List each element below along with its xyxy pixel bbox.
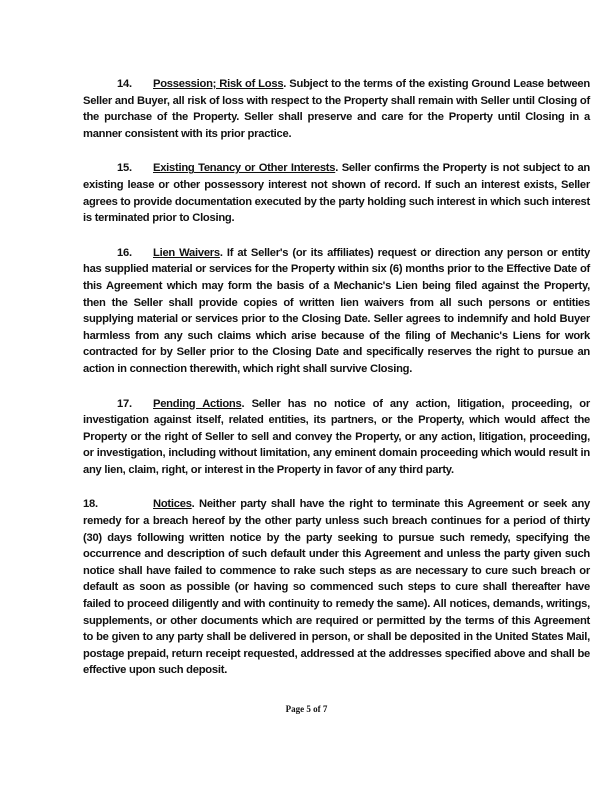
section-number: 17. <box>117 397 132 410</box>
section-14 <box>83 76 590 142</box>
section-body: . Neither party shall have the right to terminate this Agreement or seek any remedy for a breach hereof by the other party unless such breach continues for a period of thirty (30) days following written notice by the party seeking to pursue such remedy, specifying the occurrence and description of such default under this Agreement and unless the party given such notice shall have failed to commence to rake such steps as are necessary to cure such breach or default as soon as possible (or having so commenced such steps to cure shall thereafter have failed to proceed diligently and with continuity to remedy the same). All notices, demands, writings, supplements, or other documents which are required or permitted by the terms of this Agreement to be given to any party shall be delivered in person, or shall be deposited in the United States Mail, postage prepaid, return receipt requested, addressed at the addresses specified above and shall be effective upon such deposit. <box>83 498 590 677</box>
section-title: Existing Tenancy or Other Interests <box>153 162 336 175</box>
section-title: Notices <box>153 498 192 511</box>
section-16 <box>83 245 590 378</box>
section-title: Lien Waivers <box>153 246 220 259</box>
page-footer: Page 5 of 7 <box>285 704 328 714</box>
document-page <box>83 0 590 679</box>
section-18 <box>83 496 590 679</box>
section-body: . Seller has no notice of any action, litigation, proceeding, or investigation against itself, related entities, its partners, or the Property, which would affect the Property or the right of Seller to sell and convey the Property, or any action, litigation, proceeding, or investigation, including without limitation, any eminent domain proceeding which would result in any lien, claim, right, or interest in the Property in favor of any third party. <box>83 397 590 476</box>
section-body: . Seller confirms the Property is not subject to an existing lease or other possessory interest not shown of record. If such an interest exists, Seller agrees to provide documentation executed by the party holding such interest in which such interest is terminated prior to Closing. <box>83 162 591 225</box>
section-15 <box>83 160 590 226</box>
section-number: 18. <box>83 498 98 511</box>
section-number: 14. <box>117 78 132 90</box>
section-title: Possession; Risk of Loss <box>153 78 284 90</box>
section-number: 15. <box>117 162 132 175</box>
section-body: . If at Seller's (or its affiliates) request or direction any person or entity has supplied material or services for the Property within six (6) months prior to the Effective Date of this Agreement which may form the basis of a Mechanic's Lien being filed against the Property, then the Seller shall provide copies of written lien waivers from all such persons or entities supplying material or services prior to the Closing Date. Seller agrees to indemnify and hold Buyer harmless from any such claims which arise because of the filing of Mechanic's Liens for work contracted for by Seller prior to the Closing Date and specifically reserves the right to pursue an action in connection therewith, which right shall survive Closing. <box>83 246 590 375</box>
section-body: . Subject to the terms of the existing Ground Lease between Seller and Buyer, all risk of loss with respect to the Property shall remain with Seller until Closing of the purchase of the Property. Seller shall preserve and care for the Property until Closing in a manner consistent with its prior practice. <box>83 78 590 140</box>
section-17 <box>83 396 590 479</box>
section-title: Pending Actions <box>153 397 242 410</box>
section-number: 16. <box>117 246 132 259</box>
